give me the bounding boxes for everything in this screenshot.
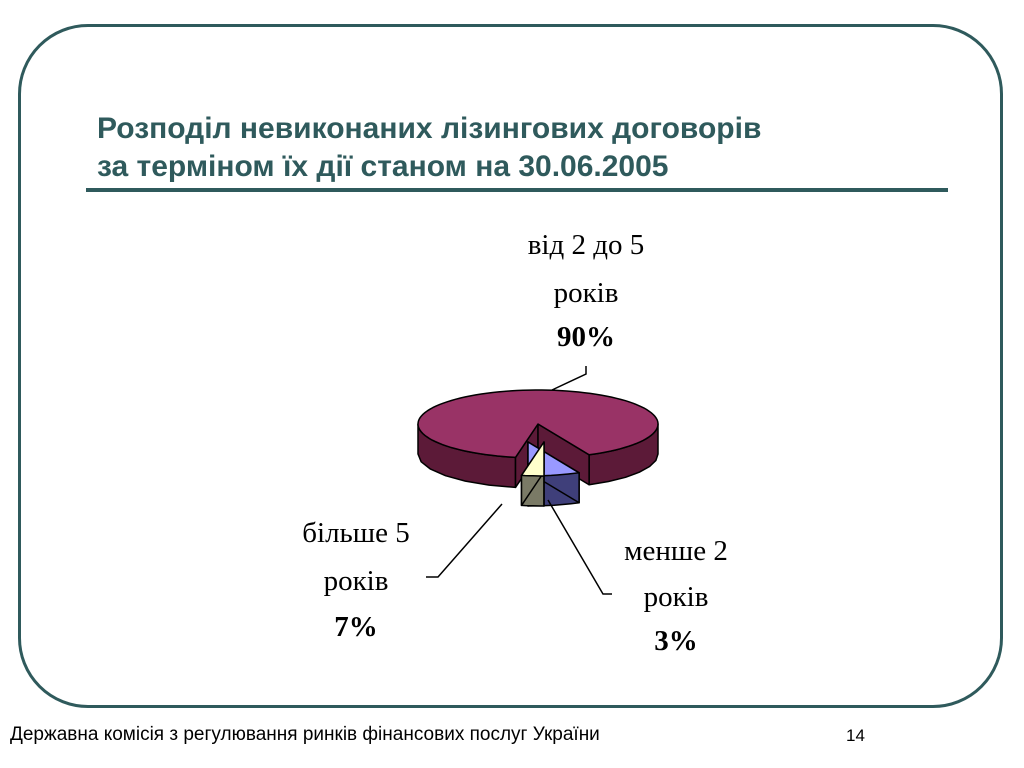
label-over5-line1: більше 5 [302, 517, 410, 549]
pie-slices [418, 390, 658, 506]
label-2-5-pct: 90% [557, 321, 615, 353]
label-under2-pct: 3% [654, 625, 698, 657]
leader-line-over-5 [426, 504, 502, 577]
label-over5-pct: 7% [334, 611, 378, 643]
page-number: 14 [846, 726, 865, 745]
label-2-5-line1: від 2 до 5 [527, 229, 645, 261]
label-under2-line1: менше 2 [624, 535, 728, 567]
label-2-5-line2: років [553, 277, 619, 309]
title-line-2: за терміном їх дії станом на 30.06.2005 [97, 150, 669, 183]
leader-line-2-to-5 [552, 366, 586, 390]
footer-organization: Державна комісія з регулювання ринків фінансових послуг України [10, 724, 600, 745]
leader-line-under-2 [548, 500, 612, 594]
label-under2-line2: років [643, 581, 709, 613]
label-over5-line2: років [323, 565, 389, 597]
label-under-2-years [624, 535, 728, 657]
label-2-to-5-years [528, 229, 645, 353]
label-over-5-years [302, 517, 409, 643]
title-line-1: Розподіл невиконаних лізингових договорів [97, 112, 762, 145]
